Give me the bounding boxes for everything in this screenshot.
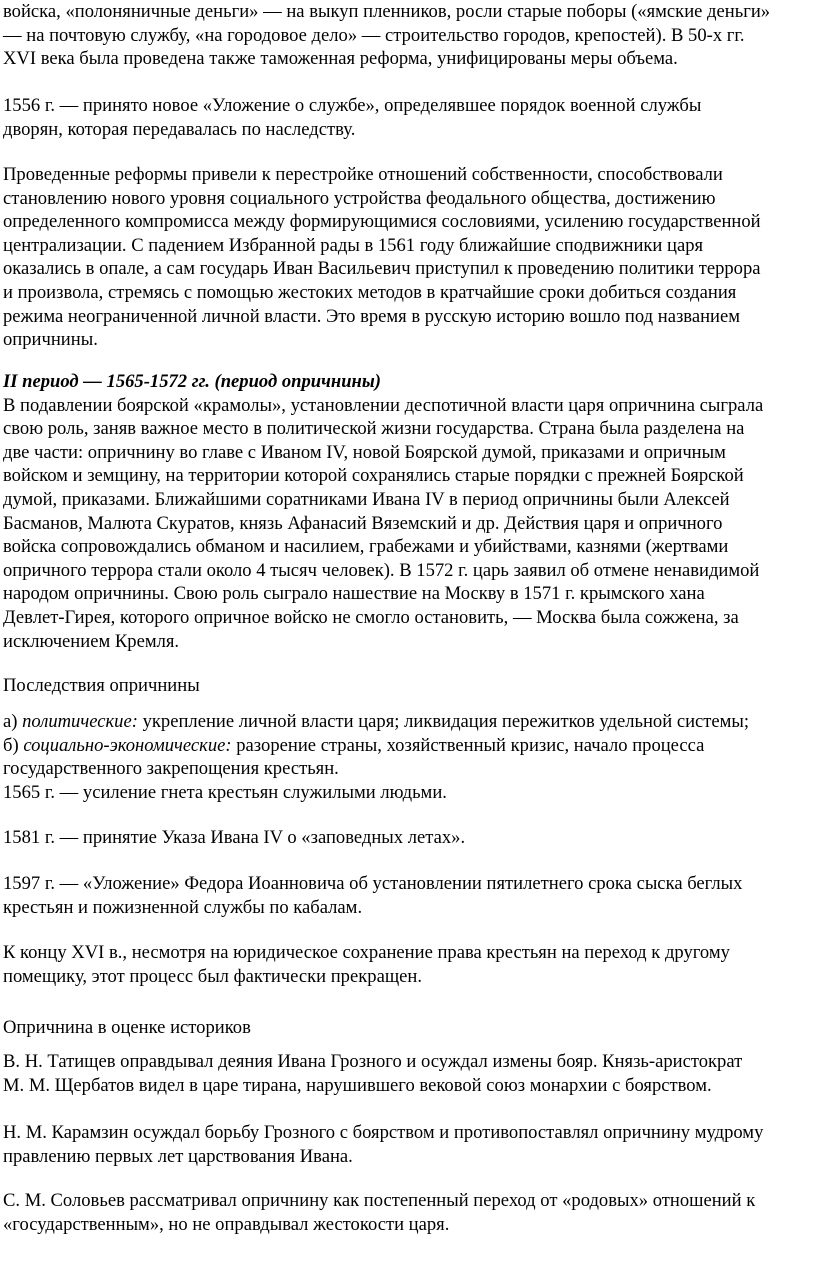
text-line: войска сопровождались обманом и насилием, грабежами и убийствами, казнями (жертвами [3,536,729,558]
paragraph-1581 [3,826,815,850]
karamzin-paragraph [3,1121,815,1168]
item-prefix: а) [3,711,23,732]
text-line: М. М. Щербатов видел в царе тирана, нарушившего вековой союз монархии с боярством. [3,1074,712,1096]
text-line: помещику, этот процесс был фактически прекращен. [3,965,422,987]
solovyov-paragraph [3,1189,815,1236]
text-line: дворян, которая передавалась по наследству. [3,118,356,140]
text-line: опричнины. [3,329,98,351]
text-line: В подавлении боярской «крамолы», установлении деспотичной власти царя опричнина сыграла [3,394,764,416]
text-line: К концу XVI в., несмотря на юридическое сохранение права крестьян на переход к другому [3,942,730,963]
text-line: войска, «полоняничные деньги» — на выкуп пленников, росли старые поборы («ямские деньги» [3,1,771,22]
text-line: 1565 г. — усиление гнета крестьян служилыми людьми. [3,781,447,803]
consequences-list [3,710,815,804]
item-label: социально-экономические: [23,734,232,756]
text-line: свою роль, заняв важное место в политической жизни государства. Страна была разделена на [3,418,745,440]
text-line: «государственным», но не оправдывал жестокости царя. [3,1213,450,1235]
item-text: укрепление личной власти царя; ликвидация пережитков удельной системы; [137,711,750,732]
text-line: две части: опричнину во главе с Иваном IV, новой Боярской думой, приказами и опричным [3,441,726,463]
text-line: исключением Кремля. [3,630,180,652]
reforms-paragraph [3,163,815,352]
paragraph-1597 [3,872,815,919]
consequence-item-b [3,734,815,758]
section-heading: Опричнина в оценке историков [3,1017,251,1038]
period-2-heading: II период — 1565-1572 гг. (период опричнины) [3,371,381,392]
item-prefix: б) [3,734,24,756]
tatishchev-paragraph [3,1050,815,1097]
section-heading: Последствия опричнины [3,675,200,696]
text-line: XVI века была проведена также таможенная реформа, унифицированы меры объема. [3,48,678,70]
item-label: политические: [22,711,138,732]
text-line: войском и земщину, на территории которой сохранялись старые порядки с прежней Боярской [3,465,744,487]
text-line: думой, приказами. Ближайшими соратниками Ивана IV в период опричнины были Алексей [3,488,730,510]
paragraph-1556 [3,94,815,141]
text-line: определенного компромисса между формирующимися сословиями, усилению государственной [3,211,761,233]
period-2-section [3,370,815,653]
text-line: народом опричнины. Свою роль сыграло нашествие на Москву в 1571 г. крымского хана [3,583,705,605]
text-line: С. М. Соловьев рассматривал опричнину как постепенный переход от «родовых» отношений к [3,1190,756,1211]
text-line: оказались в опале, а сам государь Иван Васильевич приступил к проведению политики террора [3,258,761,280]
text-line: режима неограниченной личной власти. Это время в русскую историю вошло под названием [3,305,741,327]
text-line: становлению нового уровня социального устройства феодального общества, достижению [3,187,716,209]
text-line: Н. М. Карамзин осуждал борьбу Грозного с боярством и противопоставлял опричнину мудрому [3,1122,764,1143]
item-text: разорение страны, хозяйственный кризис, начало процесса [231,734,705,756]
historians-heading [3,1016,815,1040]
consequence-item-a [3,710,815,734]
end-16th-century-paragraph [3,941,815,988]
text-line: 1556 г. — принято новое «Уложение о службе», определявшее порядок военной службы [3,95,702,116]
text-line: правлению первых лет царствования Ивана. [3,1145,353,1167]
intro-paragraph [3,0,815,71]
text-line: централизации. С падением Избранной рады в 1561 году ближайшие сподвижники царя [3,234,704,256]
text-line: 1581 г. — принятие Указа Ивана IV о «заповедных летах». [3,827,466,848]
text-line: Проведенные реформы привели к перестройке отношений собственности, способствовали [3,164,723,185]
text-line: Девлет-Гирея, которого опричное войско не смогло остановить, — Москва была сожжена, за [3,606,739,628]
text-line: — на почтовую службу, «на городовое дело» — строительство городов, крепостей). В 50-х гг. [3,24,745,46]
text-line: 1597 г. — «Уложение» Федора Иоанновича об установлении пятилетнего срока сыска беглых [3,873,743,894]
text-line: и произвола, стремясь с помощью жестоких методов в кратчайшие сроки добиться создания [3,281,737,303]
text-line: опричного террора стали около 4 тысяч человек). В 1572 г. царь заявил об отмене ненавидимой [3,559,760,581]
text-line: В. Н. Татищев оправдывал деяния Ивана Грозного и осуждал измены бояр. Князь-аристократ [3,1051,743,1072]
text-line: государственного закрепощения крестьян. [3,758,339,780]
text-line: Басманов, Малюта Скуратов, князь Афанасий Вяземский и др. Действия царя и опричного [3,512,723,534]
consequences-heading [3,674,815,698]
text-line: крестьян и пожизненной службы по кабалам. [3,896,363,918]
